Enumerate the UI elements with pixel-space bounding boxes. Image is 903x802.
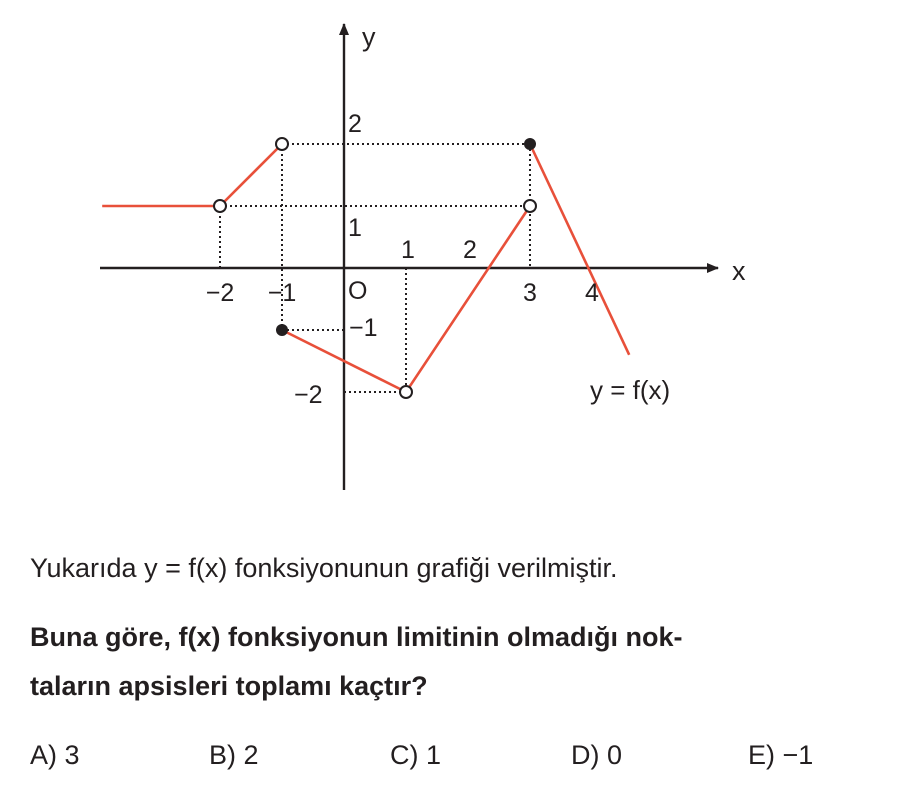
x-tick-label: 4 (585, 279, 599, 307)
question-line-1: Buna göre, f(x) fonksiyonun limitinin olmadığı nok- (30, 622, 683, 652)
x-tick-label: −1 (267, 279, 297, 307)
choice-d[interactable]: D) 0 (571, 740, 623, 770)
y-tick-label: −2 (294, 381, 323, 409)
choice-e[interactable]: E) −1 (748, 740, 814, 770)
open-endpoint (276, 138, 288, 150)
question-text (30, 613, 683, 711)
x-tick-label: 1 (401, 236, 415, 264)
curve-segment-1 (220, 144, 282, 206)
x-tick-label: 2 (463, 236, 477, 264)
closed-endpoint (276, 324, 288, 336)
function-label: y = f(x) (590, 375, 671, 405)
x-tick-label: 3 (523, 279, 537, 307)
open-endpoint (400, 386, 412, 398)
x-tick-label: −2 (205, 279, 235, 307)
y-tick-label: −1 (349, 314, 378, 342)
question-line-2: taların apsisleri toplamı kaçtır? (30, 671, 428, 701)
intro-text: Yukarıda y = f(x) fonksiyonunun grafiği verilmiştir. (30, 553, 618, 583)
y-tick-label: 2 (348, 110, 362, 138)
curve-segment-3 (406, 206, 530, 392)
open-endpoint (214, 200, 226, 212)
choice-a[interactable]: A) 3 (30, 740, 80, 770)
y-tick-label: 1 (348, 214, 362, 242)
closed-endpoint (524, 138, 536, 150)
x-axis-label: x (732, 256, 746, 286)
tick-labels (206, 110, 599, 409)
open-endpoint (524, 200, 536, 212)
answer-choices (30, 740, 890, 780)
y-axis-label: y (362, 22, 376, 52)
curve-segment-4 (530, 144, 629, 355)
choice-c[interactable]: C) 1 (390, 740, 442, 770)
origin-label: O (348, 277, 368, 305)
choice-b[interactable]: B) 2 (209, 740, 259, 770)
